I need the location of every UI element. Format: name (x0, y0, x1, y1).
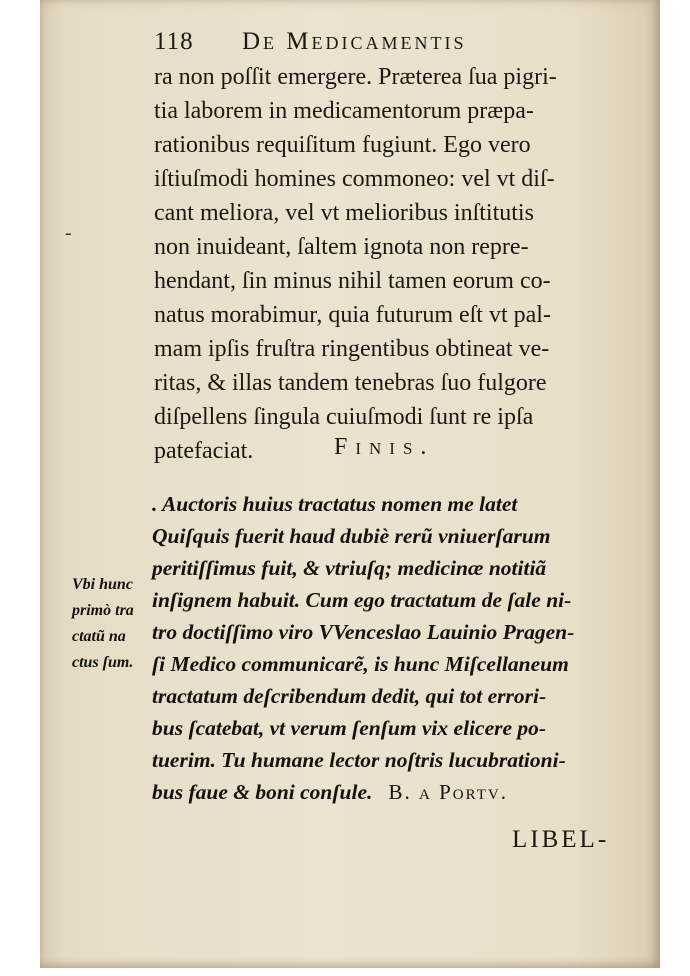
running-title-text: De Medicamentis (242, 28, 467, 55)
body-line: patefaciat. (154, 438, 254, 464)
note-line: bus faue & boni conſule. (152, 780, 373, 804)
note-line: ſi Medico communicarẽ, is hunc Miſcellaneum (152, 652, 569, 676)
printer-note (152, 488, 638, 808)
page-bottom-margin (40, 968, 660, 976)
note-line: . Auctoris huius tractatus nomen me latet (152, 492, 518, 516)
note-line: Quiſquis fuerit haud dubiè rerũ vniuerſarum (152, 524, 551, 548)
body-line: mam ipſis fruſtra ringentibus obtineat ve- (154, 336, 550, 362)
note-line: inſignem habuit. Cum ego tractatum de ſale ni- (152, 588, 572, 612)
body-line: diſpellens ſingula cuiuſmodi ſunt re ipſa (154, 404, 534, 430)
signature: B. a Portv. (388, 780, 508, 804)
body-line: ritas, & illas tandem tenebras ſuo fulgore (154, 370, 547, 396)
running-title (242, 28, 467, 56)
note-line: tro doctiſſimo viro VVenceslao Lauinio Pragen- (152, 620, 575, 644)
marginal-note (72, 572, 134, 676)
note-line: peritiſſimus fuit, & vtriuſq; medicinæ notitiã (152, 556, 547, 580)
body-line: ra non poſſit emergere. Præterea ſua pigri- (154, 64, 557, 90)
page-number: 118 (154, 28, 194, 55)
body-line: rationibus requiſitum fugiunt. Ego vero (154, 132, 531, 158)
marginal-line: primò tra (72, 602, 134, 619)
note-last-line (152, 776, 638, 808)
body-line: tia laborem in medicamentorum præpa- (154, 98, 534, 124)
finis-heading (334, 434, 434, 461)
body-line: hendant, ſin minus nihil tamen eorum co- (154, 268, 551, 294)
body-line: natus morabimur, quia futurum eſt vt pal- (154, 302, 551, 328)
marginal-line: ctus ſum. (72, 654, 134, 671)
marginal-line: Vbi hunc (72, 576, 133, 593)
body-line: iſtiuſmodi homines commoneo: vel vt diſ- (154, 166, 555, 192)
margin-dash: - (65, 222, 72, 244)
catchword: LIBEL- (512, 826, 610, 853)
note-line: tuerim. Tu humane lector noſtris lucubrationi- (152, 748, 566, 772)
note-line: bus ſcatebat, vt verum ſenſum vix elicere po- (152, 716, 547, 740)
finis-text: Finis. (334, 434, 435, 460)
body-line: cant meliora, vel vt melioribus inſtitutis (154, 200, 534, 226)
marginal-line: ctatũ na (72, 628, 126, 645)
body-paragraph (154, 60, 634, 468)
note-line: tractatum deſcribendum dedit, qui tot errori- (152, 684, 547, 708)
body-line: non inuideant, ſaltem ignota non repre- (154, 234, 529, 260)
